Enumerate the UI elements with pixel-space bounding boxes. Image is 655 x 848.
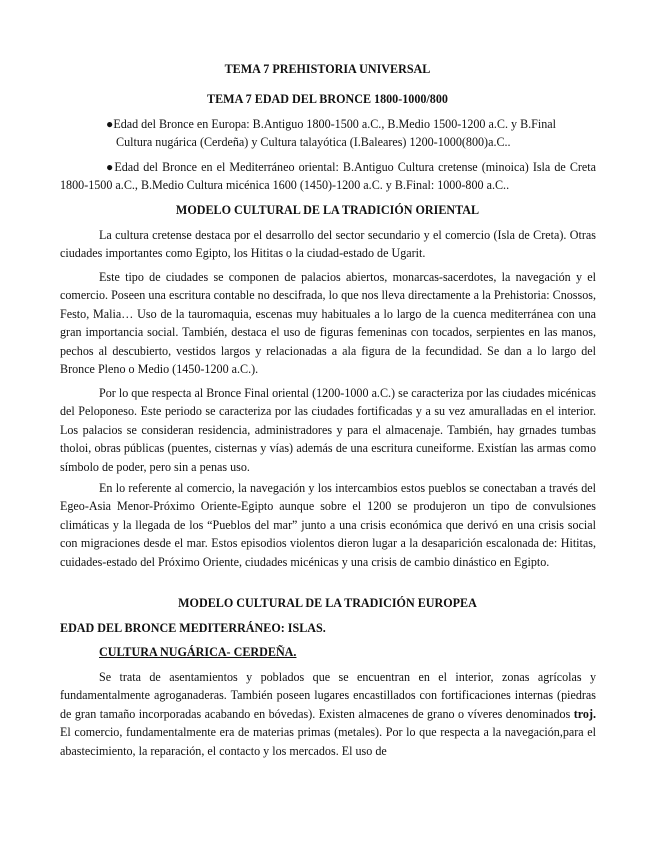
paragraph-oriental-2: Este tipo de ciudades se componen de palacios abiertos, monarcas-sacerdotes, la navegación y el comercio. Poseen una escritura contable no descifrada, lo que nos lleva directamente a la Prehistoria: Cnossos, Festo, Malia… Uso de la tauromaquia, escenas muy habituales a lo largo de la cuenca mediterránea con una gran importancia social. También, destaca el uso de figuras femeninas con tocados, serpientes en las manos, pechos al descubierto, vestidos largos y relacionadas a ala figura de la fecundidad. Se dan a lo largo del Bronce Pleno o Medio (1450-1200 a.C.).	[60, 270, 596, 377]
bullet-text: Edad del Bronce en el Mediterráneo oriental: B.Antiguo Cultura cretense (minoica) Isla de Creta 1800-1500 a.C., B.Medio Cultura micénica 1600 (1450)-1200 a.C. y B.Final: 1000-800 a.C..	[60, 160, 597, 193]
paragraph-oriental-4: En lo referente al comercio, la navegación y los intercambios estos pueblos se conectaban a través del Egeo-Asia Menor-Próximo Oriente-Egipto aunque sobre el 1200 se produjeron un tipo de convulsiones climáticas y la llegada de los “Pueblos del mar” junto a una crisis económica que derivó en una crisis social con migraciones desde el mar. Estos episodios violentos dieron lugar a la desaparición escalonada de: Hititas, cuidades-estado del Próximo Oriente, ciudades micénicas y una crisis de cambio dinástico en Egipto.	[60, 481, 596, 569]
bullet-item-mediterranean	[60, 158, 596, 195]
document-title: TEMA 7 PREHISTORIA UNIVERSAL	[224, 62, 431, 76]
bold-term: troj.	[573, 706, 596, 721]
paragraph-nugarica	[60, 668, 596, 760]
paragraph-text: Se trata de asentamientos y poblados que se encuentran en el interior, zonas agrícolas y fundamentalmente agroganaderas. También poseen lugares encastillados con fortificaciones internas (piedras de gran tamaño incorporadas acabando en bóvedas). Existen almacenes de grano o víveres denominados	[60, 670, 596, 721]
section-heading-europea: MODELO CULTURAL DE LA TRADICIÓN EUROPEA	[178, 596, 477, 610]
paragraph-oriental-3: Por lo que respecta al Bronce Final oriental (1200-1000 a.C.) se caracteriza por las ciudades micénicas del Peloponeso. Este periodo se caracteriza por las ciudades fortificadas y a su vez amuralladas en el interior. Los palacios se consideran residencia, administradores y para el almacenaje. También, hay grnades tumbas tholoi, obras públicas (puentes, cisternas y vías) además de una escritura cuneiforme. Existían las armas como símbolo de poder, pero sin a penas uso.	[60, 386, 596, 474]
bullet-marker-icon: ●	[106, 117, 114, 131]
paragraph-text-continued: El comercio, fundamentalmente era de materias primas (metales). Por lo que respecta a la navegación,para el abastecimiento, la reparación, el contacto y los mercados. El uso de	[60, 725, 596, 758]
bullet-text-continuation: Cultura nugárica (Cerdeña) y Cultura talayótica (I.Baleares) 1200-1000(800)a.C..	[116, 135, 511, 150]
bullet-marker-icon: ●	[106, 160, 115, 174]
document-subtitle: TEMA 7 EDAD DEL BRONCE 1800-1000/800	[207, 92, 448, 106]
bullet-item-europe	[106, 115, 596, 152]
culture-heading-nugarica: CULTURA NUGÁRICA- CERDEÑA.	[99, 645, 297, 659]
bullet-text-first-line: Edad del Bronce en Europa: B.Antiguo 1800-1500 a.C., B.Medio 1500-1200 a.C. y B.Final	[113, 117, 557, 131]
paragraph-oriental-1: La cultura cretense destaca por el desarrollo del sector secundario y el comercio (Isla de Creta). Otras ciudades importantes como Egipto, los Hititas o la ciudad-estado de Ugarit.	[60, 228, 596, 261]
section-heading-oriental: MODELO CULTURAL DE LA TRADICIÓN ORIENTAL	[175, 203, 480, 217]
subheading-islas: EDAD DEL BRONCE MEDITERRÁNEO: ISLAS.	[60, 621, 326, 635]
